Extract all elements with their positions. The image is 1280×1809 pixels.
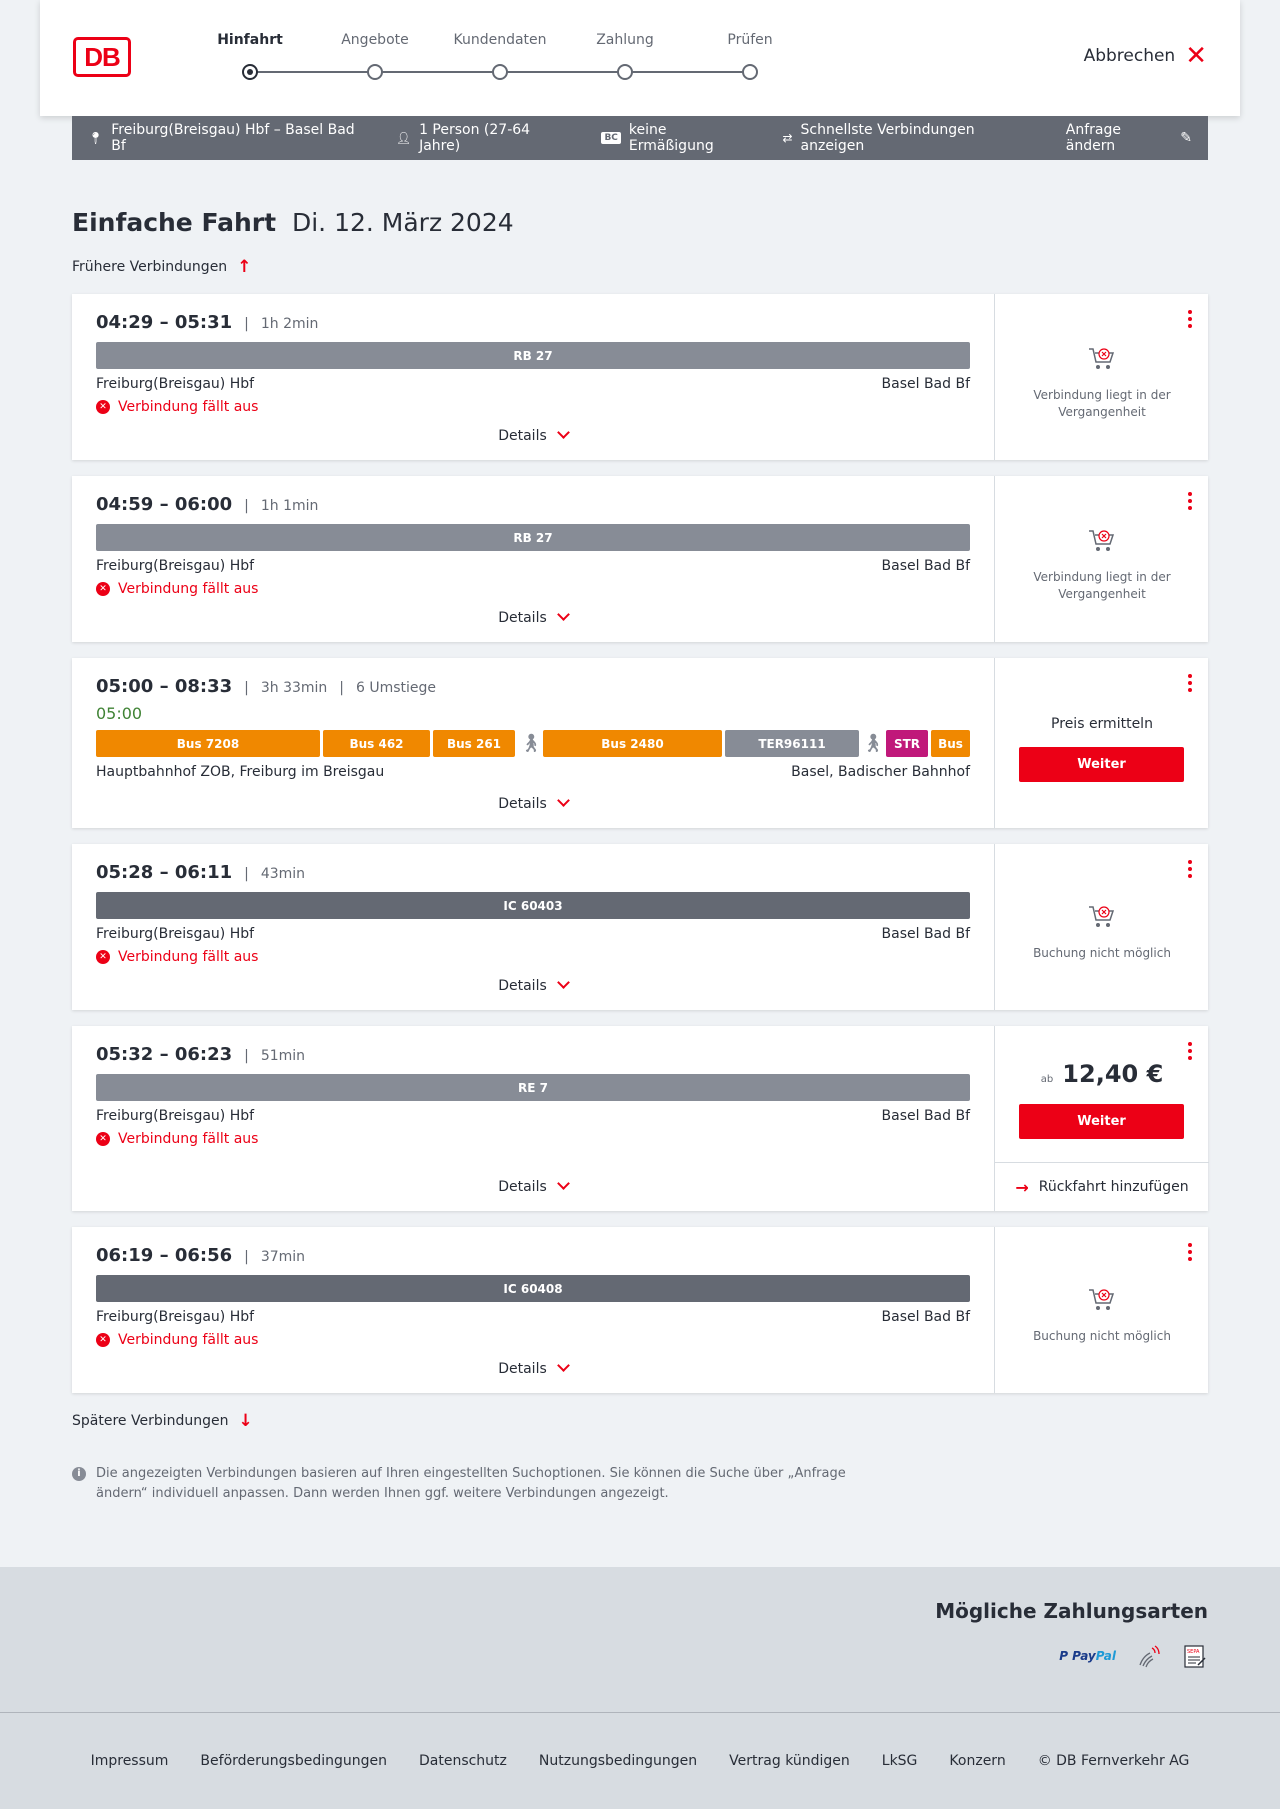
step-dot: [742, 64, 758, 80]
cancellation-text: Verbindung fällt aus: [118, 1332, 259, 1348]
bahncard-icon: BC: [601, 132, 620, 144]
step-dot-active: [242, 64, 258, 80]
connection-info: [72, 294, 994, 460]
step-dot: [492, 64, 508, 80]
time-range: 05:32 – 06:23: [96, 1044, 233, 1065]
train-segment: RB 27: [96, 524, 970, 551]
train-segment: RE 7: [96, 1074, 970, 1101]
cancel-button[interactable]: [1083, 41, 1207, 71]
offer-panel: [994, 1227, 1208, 1393]
duration: 43min: [260, 866, 306, 882]
connection-card: [72, 658, 1208, 828]
offer-panel: [994, 658, 1208, 828]
footer-link-vertrag-kuendigen[interactable]: Vertrag kündigen: [729, 1753, 850, 1769]
duration: 3h 33min: [260, 680, 328, 696]
separator: |: [244, 866, 249, 882]
connection-times: [96, 1245, 305, 1266]
cart-unavailable-icon: [1088, 346, 1116, 372]
continue-button[interactable]: Weiter: [1019, 747, 1184, 782]
offer-panel: [994, 1026, 1208, 1211]
details-toggle[interactable]: [72, 796, 994, 812]
time-range: 04:59 – 06:00: [96, 494, 233, 515]
bus-segment: Bus: [931, 730, 970, 757]
cancellation-notice: [96, 581, 258, 597]
search-summary-bar: [72, 116, 1208, 160]
info-notice: [72, 1464, 852, 1504]
offer-panel: [994, 476, 1208, 642]
location-pin-icon: 📍︎: [88, 131, 104, 145]
connection-card: [72, 294, 1208, 460]
separator: |: [339, 680, 345, 696]
arrival-station: Basel, Badischer Bahnhof: [791, 764, 970, 780]
step-label: Angebote: [341, 32, 409, 48]
separator: |: [244, 498, 249, 514]
discount-summary: [601, 122, 750, 154]
trip-date: Di. 12. März 2024: [291, 208, 514, 237]
departure-station: Freiburg(Breisgau) Hbf: [96, 1309, 255, 1325]
offer-panel: [994, 844, 1208, 1010]
arrival-station: Basel Bad Bf: [881, 1309, 970, 1325]
earlier-connections-link[interactable]: [72, 257, 251, 277]
route-summary: [88, 122, 364, 154]
unavailable-text: Buchung nicht möglich: [1033, 946, 1171, 960]
footer-link-datenschutz[interactable]: Datenschutz: [418, 1753, 507, 1769]
step-zahlung: [565, 30, 685, 80]
unavailable-text: Buchung nicht möglich: [1033, 1329, 1171, 1343]
arrow-right-icon: →: [1015, 1177, 1029, 1197]
contactless-payment-icon: [1136, 1643, 1162, 1669]
walking-icon: 🚶︎: [519, 733, 543, 754]
details-label: Details: [498, 1179, 547, 1195]
connection-card: [72, 1026, 1208, 1211]
add-return-button[interactable]: [995, 1162, 1209, 1211]
progress-stepper: [210, 30, 773, 90]
details-toggle[interactable]: [72, 610, 994, 626]
connection-info: [72, 844, 994, 1010]
route-text: Freiburg(Breisgau) Hbf – Basel Bad Bf: [111, 122, 355, 154]
details-label: Details: [498, 796, 547, 812]
connection-info: [72, 1227, 994, 1393]
step-angebote: [315, 30, 435, 80]
details-label: Details: [498, 978, 547, 994]
price-prefix: ab: [1040, 1074, 1054, 1085]
cart-unavailable-icon: [1088, 1287, 1116, 1313]
separator: |: [244, 316, 249, 332]
footer-link-nutzungsbedingungen[interactable]: Nutzungsbedingungen: [538, 1753, 698, 1769]
cancellation-text: Verbindung fällt aus: [118, 581, 259, 597]
later-connections-link[interactable]: [72, 1411, 253, 1431]
unavailable-text: Verbindung liegt in der Vergangenheit: [1033, 570, 1171, 601]
chevron-down-icon: [557, 794, 570, 807]
footer-link-lksg[interactable]: LkSG: [881, 1753, 918, 1769]
more-options-icon[interactable]: [1188, 1243, 1192, 1261]
cancel-circle-icon: ✕: [96, 582, 110, 596]
duration: 1h 2min: [260, 316, 319, 332]
footer-copyright[interactable]: © DB Fernverkehr AG: [1037, 1753, 1190, 1769]
fastest-text: Schnellste Verbindungen anzeigen: [800, 122, 975, 154]
cancellation-text: Verbindung fällt aus: [118, 399, 259, 415]
offer-panel: [994, 294, 1208, 460]
duration: 37min: [260, 1249, 306, 1265]
more-options-icon[interactable]: [1188, 860, 1192, 878]
step-label: Hinfahrt: [217, 32, 283, 48]
footer-link-befoerderungsbedingungen[interactable]: Beförderungsbedingungen: [200, 1753, 387, 1769]
paypal-icon: P PayPal: [1059, 1649, 1116, 1663]
changes-count: 6 Umstiege: [356, 680, 437, 696]
payment-methods-section: [0, 1567, 1280, 1713]
cancel-circle-icon: ✕: [96, 1132, 110, 1146]
bus-segment: Bus 462: [323, 730, 430, 757]
step-pruefen: [690, 30, 810, 80]
footer-link-konzern[interactable]: Konzern: [949, 1753, 1006, 1769]
earlier-label: Frühere Verbindungen: [72, 259, 228, 275]
train-segment: IC 60408: [96, 1275, 970, 1302]
details-toggle[interactable]: [72, 1361, 994, 1377]
close-icon: ✕: [1185, 41, 1207, 71]
payment-icons: [1059, 1643, 1208, 1669]
train-segment: IC 60403: [96, 892, 970, 919]
details-toggle[interactable]: [72, 1179, 994, 1195]
connection-card: [72, 476, 1208, 642]
chevron-down-icon: [557, 1177, 570, 1190]
time-range: 04:29 – 05:31: [96, 312, 233, 333]
departure-station: Hauptbahnhof ZOB, Freiburg im Breisgau: [96, 764, 385, 780]
connection-card: [72, 844, 1208, 1010]
train-segment: RB 27: [96, 342, 970, 369]
duration: 51min: [260, 1048, 306, 1064]
more-options-icon[interactable]: [1188, 1042, 1192, 1060]
more-options-icon[interactable]: [1188, 674, 1192, 692]
step-label: Prüfen: [727, 32, 773, 48]
add-return-label: Rückfahrt hinzufügen: [1038, 1179, 1189, 1195]
chevron-down-icon: [557, 1359, 570, 1372]
svg-text:SEPA: SEPA: [1187, 1649, 1200, 1655]
step-label: Kundendaten: [453, 32, 547, 48]
arrival-station: Basel Bad Bf: [881, 376, 970, 392]
cancel-circle-icon: ✕: [96, 400, 110, 414]
chevron-down-icon: [557, 608, 570, 621]
footer-link-impressum[interactable]: Impressum: [90, 1753, 169, 1769]
details-label: Details: [498, 610, 547, 626]
realtime-departure: 05:00: [96, 704, 143, 723]
cancel-circle-icon: ✕: [96, 1333, 110, 1347]
more-options-icon[interactable]: [1188, 310, 1192, 328]
payment-title: Mögliche Zahlungsarten: [935, 1599, 1208, 1623]
time-range: 06:19 – 06:56: [96, 1245, 233, 1266]
page-title: [72, 208, 514, 237]
bus-segment: Bus 2480: [543, 730, 722, 757]
step-kundendaten: [440, 30, 560, 80]
unavailable-text: Verbindung liegt in der Vergangenheit: [1033, 388, 1171, 419]
departure-station: Freiburg(Breisgau) Hbf: [96, 376, 255, 392]
price-display: [995, 1060, 1209, 1088]
arrival-station: Basel Bad Bf: [881, 558, 970, 574]
step-dot: [367, 64, 383, 80]
arrival-station: Basel Bad Bf: [881, 926, 970, 942]
step-label: Zahlung: [596, 32, 654, 48]
tram-segment: STR: [886, 730, 928, 757]
details-toggle[interactable]: [72, 978, 994, 994]
db-logo[interactable]: DB: [73, 37, 131, 77]
cancellation-notice: [96, 1131, 258, 1147]
connection-card: [72, 1227, 1208, 1393]
chevron-down-icon: [557, 976, 570, 989]
cancellation-text: Verbindung fällt aus: [118, 949, 259, 965]
change-query-label: Anfrage ändern: [1065, 122, 1121, 154]
trip-type: Einfache Fahrt: [72, 208, 277, 237]
departure-station: Freiburg(Breisgau) Hbf: [96, 926, 255, 942]
bus-segment: Bus 261: [433, 730, 515, 757]
cancellation-notice: [96, 1332, 258, 1348]
details-label: Details: [498, 428, 547, 444]
arrival-station: Basel Bad Bf: [881, 1108, 970, 1124]
persons-text: 1 Person (27-64 Jahre): [419, 122, 531, 154]
connection-info: [72, 1026, 994, 1211]
connection-info: [72, 658, 994, 828]
chevron-down-icon: [557, 426, 570, 439]
cancellation-text: Verbindung fällt aus: [118, 1131, 259, 1147]
time-range: 05:28 – 06:11: [96, 862, 233, 883]
train-segment: TER96111: [725, 730, 859, 757]
person-icon: 👤︎: [395, 131, 412, 145]
cancellation-notice: [96, 399, 258, 415]
price-pending-text: Preis ermitteln: [1051, 716, 1153, 732]
discount-text: keine Ermäßigung: [628, 122, 714, 154]
price-value: 12,40 €: [1062, 1060, 1164, 1088]
connection-times: [96, 1044, 305, 1065]
arrow-up-icon: ↑: [237, 257, 252, 277]
separator: |: [244, 1048, 249, 1064]
connection-times: [96, 676, 436, 697]
separator: |: [244, 1249, 249, 1265]
details-label: Details: [498, 1361, 547, 1377]
cart-unavailable-icon: [1088, 528, 1116, 554]
sepa-invoice-icon: [1182, 1643, 1208, 1669]
connection-times: [96, 494, 318, 515]
connection-info: [72, 476, 994, 642]
details-toggle[interactable]: [72, 428, 994, 444]
footer-links: [0, 1713, 1280, 1809]
time-range: 05:00 – 08:33: [96, 676, 233, 697]
pencil-icon: ✎: [1180, 130, 1192, 146]
swap-arrows-icon: ⇄: [782, 131, 793, 145]
header: [40, 0, 1240, 116]
fastest-option: [782, 122, 1033, 154]
duration: 1h 1min: [260, 498, 319, 514]
bus-segment: Bus 7208: [96, 730, 320, 757]
step-dot: [617, 64, 633, 80]
cancellation-notice: [96, 949, 258, 965]
walking-icon: 🚶︎: [861, 733, 885, 754]
info-text: Die angezeigten Verbindungen basieren auf Ihren eingestellten Suchoptionen. Sie können die Suche über „Anfrage ändern“ individuell anpassen. Dann werden Ihnen ggf. weitere Verbindungen angezeigt.: [96, 1466, 846, 1501]
departure-station: Freiburg(Breisgau) Hbf: [96, 1108, 255, 1124]
persons-summary: [396, 122, 570, 154]
cancel-label: Abbrechen: [1083, 46, 1176, 66]
connection-times: [96, 862, 305, 883]
continue-button[interactable]: Weiter: [1019, 1104, 1184, 1139]
cart-unavailable-icon: [1088, 904, 1116, 930]
separator: |: [244, 680, 249, 696]
connection-times: [96, 312, 318, 333]
more-options-icon[interactable]: [1188, 492, 1192, 510]
change-query-button[interactable]: [1066, 122, 1192, 154]
info-icon: i: [72, 1467, 86, 1481]
later-label: Spätere Verbindungen: [72, 1413, 229, 1429]
cancel-circle-icon: ✕: [96, 950, 110, 964]
departure-station: Freiburg(Breisgau) Hbf: [96, 558, 255, 574]
arrow-down-icon: ↓: [238, 1411, 253, 1431]
step-hinfahrt: [190, 30, 310, 80]
